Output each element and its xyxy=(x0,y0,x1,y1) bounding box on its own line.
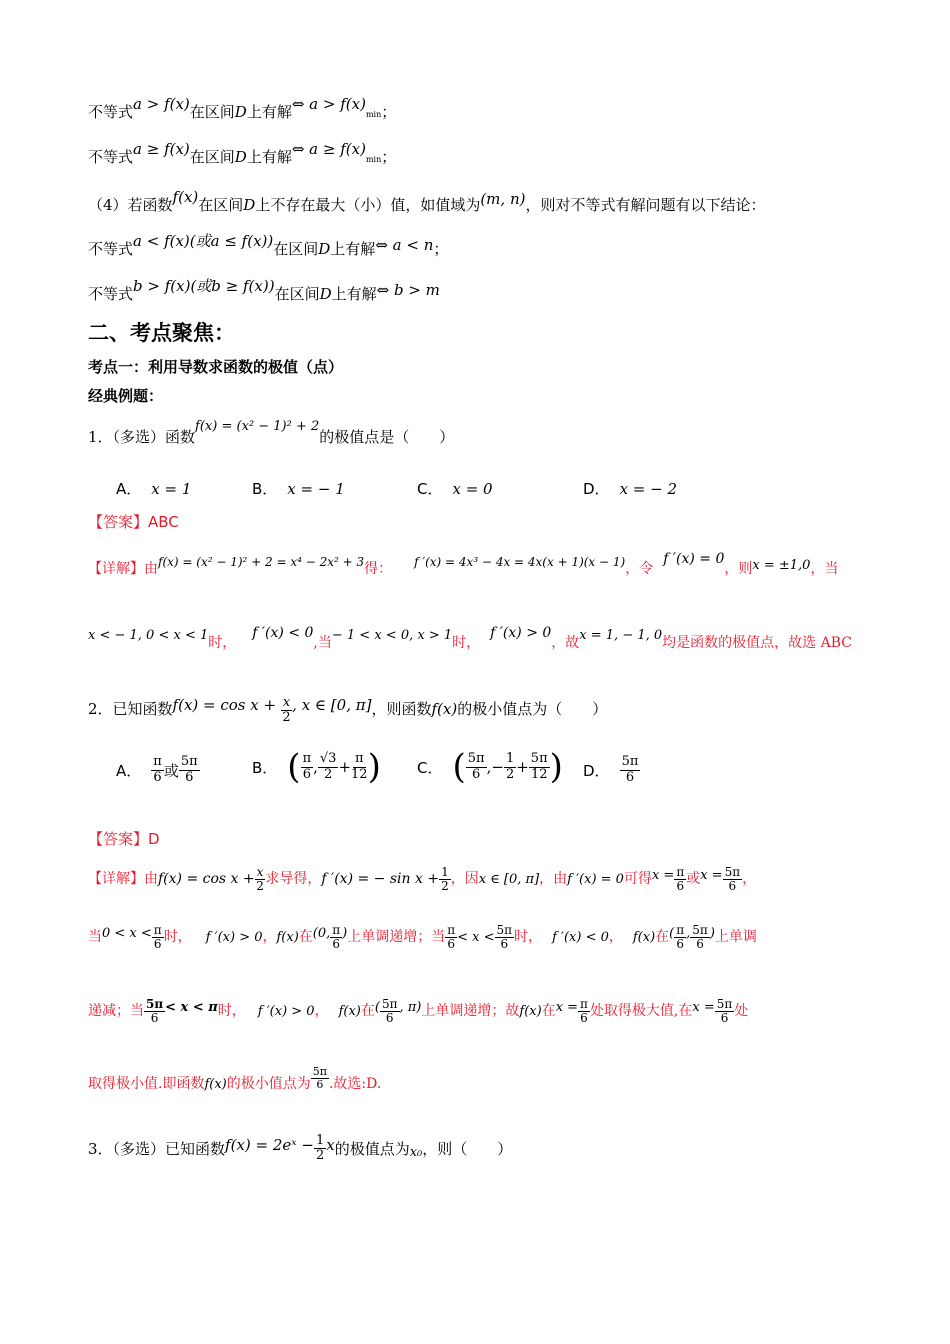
math-paren: ( xyxy=(374,999,380,1015)
fraction xyxy=(495,924,515,951)
text: 在 xyxy=(541,1003,556,1020)
math-range: (m, n) xyxy=(480,190,526,208)
fraction xyxy=(152,924,164,951)
math-fx: f(x) xyxy=(172,188,199,206)
fraction-numerator: π xyxy=(355,750,364,766)
math-inequality: a > f(x) xyxy=(133,95,190,113)
fraction-numerator: 1 xyxy=(441,865,449,879)
q1-stem xyxy=(88,419,862,447)
fraction xyxy=(314,1134,326,1164)
text: 不等式 xyxy=(88,285,134,303)
q1-option-b xyxy=(252,478,345,499)
text: 均是函数的极值点，故选 ABC xyxy=(662,635,852,651)
option-math: x = 0 xyxy=(452,480,493,498)
text: 的极值点为 xyxy=(334,1139,410,1158)
option-label: D． xyxy=(583,480,610,498)
q2-option-a xyxy=(116,755,200,786)
q2-option-c xyxy=(417,747,563,787)
math-d: D xyxy=(319,285,332,303)
text: 上单调递增；故 xyxy=(421,1003,520,1020)
fraction-denominator: 6 xyxy=(676,937,685,952)
math-fx: f(x) xyxy=(276,929,299,945)
fraction-numerator: π xyxy=(676,923,685,937)
fraction xyxy=(466,752,487,783)
math-x: x = xyxy=(692,999,715,1015)
math-interval: − 1 < x < 0, x > 1 xyxy=(331,628,453,643)
text: 当 xyxy=(88,929,102,946)
option-math: x = 1 xyxy=(151,480,192,498)
fraction xyxy=(144,998,165,1025)
minus-sign: − xyxy=(491,758,504,776)
fraction-denominator: 12 xyxy=(530,766,548,782)
text: ， xyxy=(608,929,623,946)
fraction-numerator: 5π xyxy=(716,997,733,1011)
text: ， xyxy=(314,1003,329,1020)
plus-sign: + xyxy=(338,758,352,776)
math-fx: f(x) xyxy=(204,1076,227,1092)
q1-option-d xyxy=(583,478,677,499)
option-math: x = − 1 xyxy=(287,480,345,498)
math-paren: (0, xyxy=(312,925,331,941)
fraction-numerator: 5π xyxy=(467,750,485,766)
math-paren: , π) xyxy=(399,999,422,1015)
fraction-denominator: 2 xyxy=(315,1148,325,1164)
text: 在 xyxy=(298,929,313,946)
fraction-numerator: π xyxy=(676,865,685,879)
text: 上有解 xyxy=(331,285,377,303)
math-derivative-zero: f ′(x) = 0 xyxy=(663,551,725,567)
fraction xyxy=(255,866,266,893)
math-derivative-pos: f ′(x) > 0 xyxy=(205,929,263,945)
fraction-numerator: 5π xyxy=(496,923,513,937)
text: 的极值点是（ ） xyxy=(319,428,455,446)
text: 的极小值点为（ ） xyxy=(457,700,608,719)
math-equivalence: ⇔ a < n xyxy=(375,236,434,254)
math-roots: x = ±1,0 xyxy=(752,558,811,573)
fraction-denominator: 6 xyxy=(696,937,704,952)
option-label: B． xyxy=(252,480,278,498)
fraction-denominator: 6 xyxy=(185,769,194,785)
fraction-numerator: 5π xyxy=(621,754,639,769)
fraction-numerator: 1 xyxy=(505,750,515,766)
section-title: 二、考点聚焦： xyxy=(88,321,235,345)
fraction xyxy=(151,755,164,786)
subscript-min: min xyxy=(365,155,382,164)
fraction-numerator: 1 xyxy=(315,1133,325,1148)
text: 时， xyxy=(452,635,481,651)
fraction-numerator: π xyxy=(332,923,341,937)
text: 递减；当 xyxy=(88,1003,144,1020)
answer-tag: 【答案】 xyxy=(88,513,149,531)
q1-answer xyxy=(88,513,862,531)
fraction-numerator: 5π xyxy=(146,997,164,1011)
fraction-numerator: x xyxy=(256,865,264,879)
text: 由 xyxy=(144,561,158,577)
fraction xyxy=(690,924,710,951)
text: ，则 xyxy=(724,561,753,577)
option-math: x = − 2 xyxy=(619,480,678,498)
fraction-denominator: 6 xyxy=(302,766,311,782)
answer-value: ABC xyxy=(148,513,179,531)
prelude-line-2 xyxy=(88,140,862,166)
fraction-numerator: 5π xyxy=(312,1065,327,1078)
q2-detail-line-2 xyxy=(88,924,862,951)
left-paren: ( xyxy=(287,747,301,787)
q1-detail-line-1 xyxy=(88,551,862,578)
prelude-line-5 xyxy=(88,277,862,303)
text: ，则（ ） xyxy=(422,1139,513,1158)
fraction-numerator: x xyxy=(282,695,291,710)
text: 求导得， xyxy=(265,871,322,888)
text: 的极小值点为 xyxy=(226,1076,311,1093)
math-d: D xyxy=(318,240,331,258)
fraction xyxy=(445,924,457,951)
math-inequality: a < f(x)(或a ≤ f(x)) xyxy=(133,232,274,250)
left-paren: ( xyxy=(452,747,466,787)
fraction-denominator: 6 xyxy=(153,769,162,785)
text: 不等式 xyxy=(88,148,134,166)
math-function: f(x) = cos x + xyxy=(172,696,281,715)
text: 3．（多选）已知函数 xyxy=(88,1139,226,1158)
q1-detail-line-2 xyxy=(88,625,862,652)
fraction-denominator: 6 xyxy=(153,937,162,952)
text: 或 xyxy=(163,761,179,780)
fraction-denominator: 6 xyxy=(332,937,341,952)
math-derivative-pos: f ′(x) > 0 xyxy=(257,1003,315,1019)
math-fx: f(x) xyxy=(519,1003,542,1019)
q3-stem xyxy=(88,1134,862,1164)
fraction xyxy=(351,752,368,783)
text: 不等式 xyxy=(88,240,134,258)
math-interval: 0 < x < xyxy=(102,925,152,941)
text: 在 xyxy=(360,1003,375,1020)
math-d: D xyxy=(234,148,247,166)
text: 1．（多选）函数 xyxy=(88,428,196,446)
math-inequality: b > f(x)(或b ≥ f(x)) xyxy=(133,277,275,295)
fraction-denominator: 6 xyxy=(580,1011,588,1026)
prelude-line-4 xyxy=(88,232,862,258)
math-function: f(x) = (x² − 1)² + 2 xyxy=(195,419,320,434)
math-domain: , x ∈ [0, π] xyxy=(292,696,372,715)
comma: , xyxy=(486,758,492,776)
text: ， xyxy=(742,871,757,888)
text: 时， xyxy=(217,1003,246,1020)
math-function: f(x) = cos x + xyxy=(158,871,255,888)
fraction xyxy=(578,998,590,1025)
fraction-numerator: 5π xyxy=(692,923,708,937)
math-inequality: a ≥ f(x) xyxy=(133,140,190,158)
option-label: B． xyxy=(252,758,278,777)
math-derivative-neg: f ′(x) < 0 xyxy=(252,625,314,641)
math-interval: x < − 1, 0 < x < 1 xyxy=(88,628,209,643)
text: 在 xyxy=(655,929,670,946)
fraction xyxy=(674,924,686,951)
text: ； xyxy=(381,148,397,166)
math-function: f(x) = 2eˣ − xyxy=(225,1135,314,1154)
fraction xyxy=(723,866,743,893)
text: 在区间 xyxy=(273,240,319,258)
fraction-numerator: √3 xyxy=(319,750,337,766)
fraction xyxy=(281,696,292,724)
math-domain: x ∈ [0, π] xyxy=(478,871,540,887)
text: ,当 xyxy=(313,635,332,651)
subscript-min: min xyxy=(365,110,382,119)
text: .故选:D. xyxy=(328,1076,382,1093)
fraction xyxy=(380,998,400,1025)
q1-option-c xyxy=(417,478,493,499)
fraction-denominator: 6 xyxy=(385,1011,394,1026)
q2-stem xyxy=(88,696,862,724)
answer-value: D xyxy=(148,830,160,848)
fraction xyxy=(529,752,550,783)
fraction xyxy=(715,998,735,1025)
text: ，当 xyxy=(810,561,839,577)
text: ，故 xyxy=(551,635,580,651)
math-paren: ) xyxy=(709,925,715,941)
text: ； xyxy=(381,103,397,121)
fraction-denominator: 6 xyxy=(150,1011,159,1026)
text: ， xyxy=(262,929,277,946)
plus-sign: + xyxy=(516,758,529,776)
text: 上有解 xyxy=(246,148,292,166)
text: 上单调 xyxy=(714,929,757,946)
fraction xyxy=(674,866,686,893)
fraction-denominator: 6 xyxy=(447,937,456,952)
fraction xyxy=(301,752,314,783)
option-label: C． xyxy=(417,480,443,498)
text: ，因 xyxy=(450,871,479,888)
math-points: x = 1, − 1, 0 xyxy=(579,628,663,643)
text: 处 xyxy=(734,1003,749,1020)
text: ，则对不等式有解问题有以下结论： xyxy=(525,196,766,214)
q2-answer xyxy=(88,830,862,848)
detail-tag: 【详解】 xyxy=(88,561,144,577)
fraction-numerator: 5π xyxy=(724,865,741,879)
fraction-denominator: 2 xyxy=(256,879,264,894)
math-equivalence: ⇔ b > m xyxy=(376,281,440,299)
math-interval: < x < π xyxy=(165,999,218,1015)
math-fx: f(x) xyxy=(338,1003,361,1019)
text: 上有解 xyxy=(246,103,292,121)
q2-detail-line-1 xyxy=(88,866,862,893)
fraction xyxy=(179,755,200,786)
text: ，由 xyxy=(539,871,568,888)
fraction-numerator: π xyxy=(153,923,162,937)
text: 在区间 xyxy=(189,148,235,166)
text: ，令 xyxy=(625,561,654,577)
right-paren: ) xyxy=(549,747,563,787)
text: 在区间 xyxy=(198,196,244,214)
text: 处取得极大值,在 xyxy=(589,1003,693,1020)
fraction xyxy=(318,752,339,783)
fraction-numerator: 5π xyxy=(180,754,198,769)
math-derivative: f ′(x) = − sin x + xyxy=(321,871,440,888)
option-label: C． xyxy=(417,758,443,777)
text: ，则函数 xyxy=(371,700,432,719)
math-comma: , xyxy=(686,925,691,941)
math-fx: f(x) xyxy=(431,700,458,719)
fraction-denominator: 2 xyxy=(324,766,333,782)
text: ； xyxy=(433,240,449,258)
fraction xyxy=(620,755,641,786)
fraction-denominator: 6 xyxy=(720,1011,729,1026)
fraction xyxy=(439,866,451,893)
text: 不等式 xyxy=(88,103,134,121)
comma: , xyxy=(313,758,318,776)
math-x0: x₀ xyxy=(409,1145,423,1160)
text: （4）若函数 xyxy=(88,196,173,214)
text: 上有解 xyxy=(330,240,376,258)
answer-tag: 【答案】 xyxy=(88,830,149,848)
text: 可得 xyxy=(623,871,652,888)
text: 时， xyxy=(208,635,237,651)
q2-option-b xyxy=(252,747,381,787)
fraction-denominator: 6 xyxy=(625,769,635,785)
math-paren: ) xyxy=(342,925,348,941)
text: 上不存在最大（小）值，如值域为 xyxy=(255,196,481,214)
fraction-denominator: 6 xyxy=(472,766,481,782)
fraction-denominator: 12 xyxy=(351,766,368,782)
text: 或 xyxy=(686,871,701,888)
option-label: A． xyxy=(116,480,142,498)
math-derivative: f ′(x) = 4x³ − 4x = 4x(x + 1)(x − 1) xyxy=(414,555,626,569)
text: 2．已知函数 xyxy=(88,700,173,719)
math-expansion: f(x) = (x² − 1)² + 2 = x⁴ − 2x² + 3 xyxy=(158,555,365,569)
fraction-numerator: π xyxy=(447,923,456,937)
math-equivalence: ⇔ a ≥ f(x) xyxy=(291,140,366,158)
math-d: D xyxy=(234,103,247,121)
math-interval: < x < xyxy=(457,929,495,945)
examples-title: 经典例题： xyxy=(88,387,164,405)
math-derivative-zero: f ′(x) = 0 xyxy=(567,871,624,887)
detail-tag: 【详解】 xyxy=(88,871,144,888)
q2-option-d xyxy=(583,755,640,786)
q2-detail-line-3 xyxy=(88,998,862,1025)
fraction-numerator: π xyxy=(580,997,588,1011)
math-derivative-neg: f ′(x) < 0 xyxy=(552,929,609,945)
fraction-numerator: 5π xyxy=(381,997,398,1011)
option-label: A． xyxy=(116,761,142,780)
fraction-denominator: 2 xyxy=(282,709,291,725)
fraction xyxy=(504,752,516,783)
text: 取得极小值.即函数 xyxy=(88,1076,205,1093)
fraction-denominator: 6 xyxy=(316,1078,324,1092)
fraction-denominator: 2 xyxy=(441,879,449,894)
math-x: x = xyxy=(555,999,579,1015)
topic-title: 考点一：利用导数求函数的极值（点） xyxy=(88,358,344,376)
text: 由 xyxy=(144,871,158,888)
math-x: x xyxy=(326,1135,335,1154)
text: 得： xyxy=(364,561,393,577)
text: 时， xyxy=(514,929,543,946)
math-x: x = xyxy=(651,867,675,883)
math-derivative-pos: f ′(x) > 0 xyxy=(490,625,552,641)
text: 时， xyxy=(163,929,192,946)
text: 上单调递增；当 xyxy=(347,929,446,946)
fraction-numerator: π xyxy=(153,754,162,769)
prelude-line-3 xyxy=(88,188,862,214)
math-d: D xyxy=(243,196,256,214)
fraction xyxy=(311,1066,329,1091)
option-label: D． xyxy=(583,761,610,780)
fraction-denominator: 6 xyxy=(676,879,685,894)
text: 在区间 xyxy=(189,103,235,121)
fraction-denominator: 2 xyxy=(505,766,515,782)
fraction-numerator: π xyxy=(302,750,312,766)
text: 在区间 xyxy=(274,285,320,303)
prelude-line-1 xyxy=(88,95,862,121)
math-paren: ( xyxy=(669,925,675,941)
q1-option-a xyxy=(116,478,191,499)
fraction-denominator: 6 xyxy=(500,937,509,952)
fraction-denominator: 6 xyxy=(728,879,737,894)
right-paren: ) xyxy=(367,747,381,787)
math-fx: f(x) xyxy=(632,929,656,945)
fraction-numerator: 5π xyxy=(530,750,548,766)
fraction xyxy=(330,924,342,951)
math-equivalence: ⇔ a > f(x) xyxy=(291,95,366,113)
math-x: x = xyxy=(700,867,723,883)
